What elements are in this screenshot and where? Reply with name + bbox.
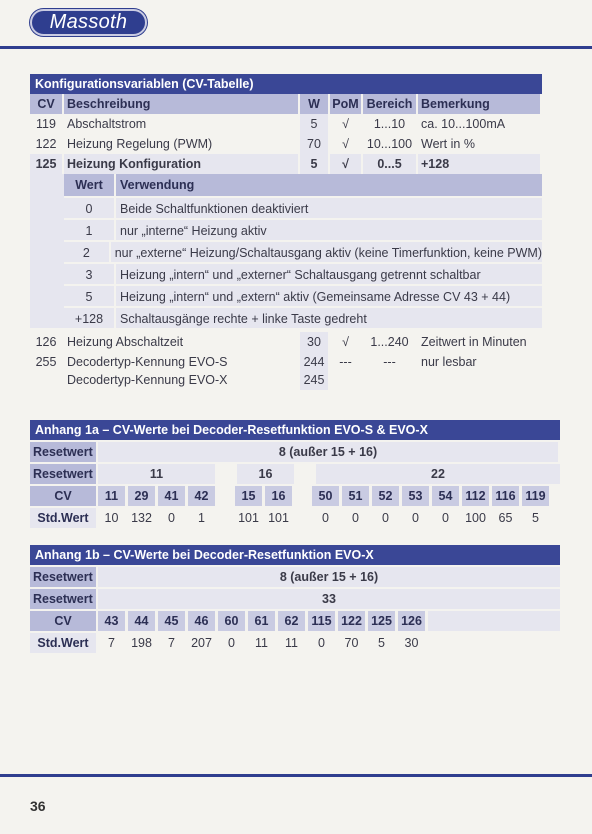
cv-value: 30	[300, 332, 330, 352]
col-bemerkung: Bemerkung	[418, 94, 542, 114]
col-verwendung: Verwendung	[116, 174, 542, 196]
cv-row: CV 43 44 45 46 60 61 62 115 122 125 126	[30, 611, 560, 631]
cv-number: 125	[30, 154, 64, 174]
subtable-header	[64, 174, 542, 196]
cv-range: ---	[363, 352, 418, 390]
anhang-1b-title: Anhang 1b – CV-Werte bei Decoder-Resetfunktion EVO-X	[30, 545, 560, 565]
massoth-logo: Massoth	[30, 9, 147, 36]
cv-table	[30, 74, 542, 390]
cv-pom: ---	[330, 352, 363, 390]
cv-description: Abschaltstrom	[64, 114, 300, 134]
cv-value: 70	[300, 134, 330, 154]
cv-table-title: Konfigurationsvariablen (CV-Tabelle)	[30, 74, 542, 94]
anhang-1b-table	[30, 545, 560, 653]
cv-number: 126	[30, 332, 64, 352]
cv-number: 119	[30, 114, 64, 134]
cv-remark: Zeitwert in Minuten	[418, 332, 542, 352]
resetwert-groups-row: Resetwert 11 16 22	[30, 464, 560, 484]
footer-rule	[0, 774, 592, 777]
table-row	[30, 332, 542, 352]
col-bereich: Bereich	[363, 94, 418, 114]
cv-remark: Wert in %	[418, 134, 542, 154]
resetwert-row: Resetwert 8 (außer 15 + 16)	[30, 567, 560, 587]
cv-number: 122	[30, 134, 64, 154]
cv-range: 1...240	[363, 332, 418, 352]
cv-pom: √	[330, 134, 363, 154]
anhang-1a-title: Anhang 1a – CV-Werte bei Decoder-Resetfunktion EVO-S & EVO-X	[30, 420, 560, 440]
cv-table-header	[30, 94, 542, 114]
std-wert-row: Std.Wert 7 198 7 207 0 11 11 0 70 5 30	[30, 633, 560, 653]
cv-description: Heizung Regelung (PWM)	[64, 134, 300, 154]
page-number: 36	[30, 798, 46, 814]
cv-number: 255	[30, 352, 64, 390]
cv-range: 0...5	[363, 154, 418, 174]
col-wert: Wert	[64, 174, 116, 196]
table-row	[30, 154, 542, 174]
resetwert-33-row: Resetwert 33	[30, 589, 560, 609]
cv-description: Decodertyp-Kennung EVO-S Decodertyp-Kennung EVO-X	[64, 352, 300, 390]
cv-description: Heizung Konfiguration	[64, 154, 300, 174]
cv-remark: ca. 10...100mA	[418, 114, 542, 134]
list-item: 5 Heizung „intern“ und „extern“ aktiv (Gemeinsame Adresse CV 43 + 44)	[64, 284, 542, 306]
resetwert-row: Resetwert 8 (außer 15 + 16)	[30, 442, 560, 462]
list-item: 1 nur „interne“ Heizung aktiv	[64, 218, 542, 240]
table-row	[30, 134, 542, 154]
list-item: 0 Beide Schaltfunktionen deaktiviert	[64, 196, 542, 218]
col-cv: CV	[30, 94, 64, 114]
col-pom: PoM	[330, 94, 363, 114]
cv125-subtable	[30, 174, 542, 328]
cv-description: Heizung Abschaltzeit	[64, 332, 300, 352]
list-item: 3 Heizung „intern“ und „externer“ Schaltausgang getrennt schaltbar	[64, 262, 542, 284]
cv-value: 244 245	[300, 352, 330, 390]
cv-value: 5	[300, 154, 330, 174]
cv-pom: √	[330, 154, 363, 174]
cv-value: 5	[300, 114, 330, 134]
table-row	[30, 352, 542, 390]
std-wert-row: Std.Wert 10 132 0 1 101 101 0 0 0 0 0 100 65 5	[30, 508, 560, 528]
cv-row: CV 11 29 41 42 15 16 50 51 52 53 54 112 116 119	[30, 486, 560, 506]
list-item: 2 nur „externe“ Heizung/Schaltausgang aktiv (keine Timerfunktion, keine PWM)	[64, 240, 542, 262]
anhang-1a-table	[30, 420, 560, 528]
cv-remark: +128	[418, 154, 542, 174]
col-beschreibung: Beschreibung	[64, 94, 300, 114]
col-w: W	[300, 94, 330, 114]
cv-range: 1...10	[363, 114, 418, 134]
cv-remark: nur lesbar	[418, 352, 542, 390]
cv-range: 10...100	[363, 134, 418, 154]
header-rule	[0, 46, 592, 49]
cv-pom: √	[330, 332, 363, 352]
table-row	[30, 114, 542, 134]
cv-pom: √	[330, 114, 363, 134]
list-item: +128 Schaltausgänge rechte + linke Taste gedreht	[64, 306, 542, 328]
